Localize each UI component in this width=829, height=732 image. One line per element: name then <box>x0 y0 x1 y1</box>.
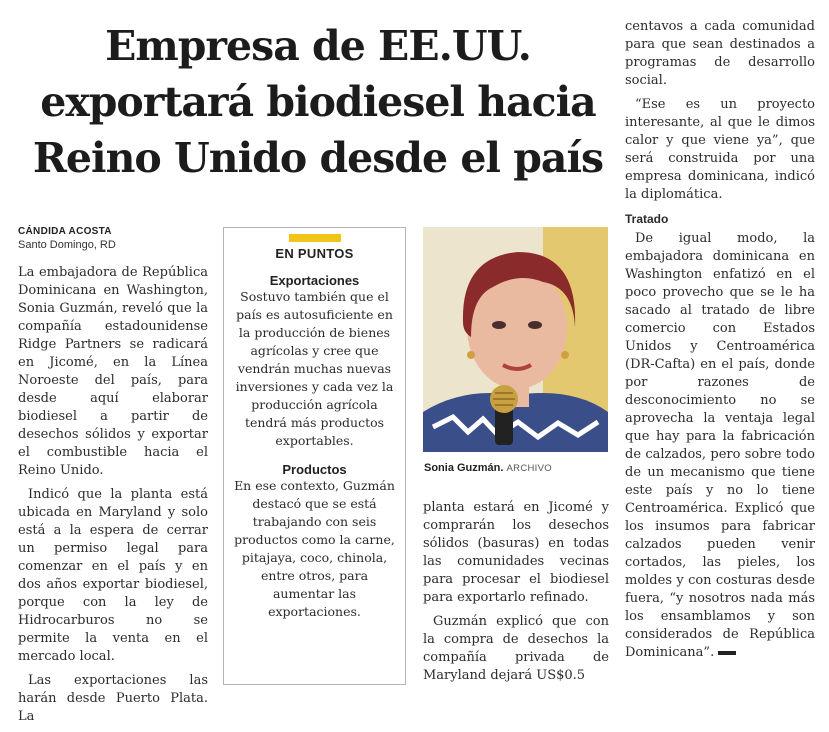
column-3 <box>423 499 609 691</box>
headline <box>18 18 618 186</box>
box-text-products: En ese contexto, Guzmán destacó que se está trabajando con seis productos como la carne, pitajaya, coco, chinola, entre otros, para aumentar las exportaciones. <box>234 478 395 619</box>
portrait-illustration <box>423 227 608 452</box>
box-subheading-exports: Exportaciones <box>269 273 360 288</box>
paragraph: La embajadora de República Dominicana en Washington, Sonia Guzmán, reveló que la compañía estadounidense Ridge Partners se radicará en Jicomé, en la Línea Noroeste del país, para desde aquí elaborar biodiesel a partir de desechos sólidos y exportar el combustible hacia el Reino Unido. <box>18 265 208 478</box>
headline-line-1: Empresa de EE.UU. <box>105 22 531 70</box>
headline-line-2: exportará biodiesel hacia <box>40 78 596 126</box>
paragraph-text: De igual modo, la embajadora dominicana en Washington enfatizó en el poco provecho que se le ha sacado al tratado de libre comercio con Estados Unidos y Centroamérica (DR-Cafta) en el país, donde por razones de desconocimiento no se aprovecha la ventaja legal que hay para la fabricación de calzados, pero sobre todo de un mecanismo que tiene este país y no lo tiene Centroamérica. Explicó que los insumos para fabricar calzados pueden venir cortados, las pieles, los moldes y con costuras desde fuera, “y nosotros nada más los ensamblamos y son considerados de República Dominicana”. <box>625 231 815 660</box>
paragraph: Indicó que la planta está ubicada en Maryland y solo está a la espera de cerrar un permiso legal para comenzar en el país y en dos años exportar biodiesel, porque con la ley de Hidrocarburos no se permite la venta en el mercado local. <box>18 487 208 664</box>
paragraph: centavos a cada comunidad para que sean destinados a programas de desarrollo social. <box>625 19 815 88</box>
author-name: CÁNDIDA ACOSTA <box>18 226 112 237</box>
paragraph: “Ese es un proyecto interesante, al que le dimos calor y que viene ya”, que será construida por una empresa dominicana, indicó la diplomática. <box>625 97 815 202</box>
byline <box>18 226 116 251</box>
paragraph <box>625 230 815 662</box>
box-text-exports: Sostuvo también que el país es autosuficiente en la producción de bienes agrícolas y cree que vendrán muchas nuevas inversiones y cada vez la producción agrícola tendrá más productos exportables. <box>235 289 394 448</box>
key-points-box <box>223 227 406 685</box>
paragraph: Guzmán explicó que con la compra de desechos la compañía privada de Maryland dejará US$0.5 <box>423 614 609 683</box>
box-subheading-products: Productos <box>282 462 347 477</box>
column-4 <box>625 18 815 668</box>
paragraph: planta estará en Jicomé y comprarán los desechos sólidos (basuras) en todas las comunidades vecinas para procesar el biodiesel para exportarlo refinado. <box>423 500 609 605</box>
accent-bar <box>289 234 341 242</box>
photo-caption <box>424 462 552 474</box>
paragraph: Las exportaciones las harán desde Puerto Plata. La <box>18 673 208 724</box>
box-title: EN PUNTOS <box>275 246 354 261</box>
portrait-photo <box>423 227 608 452</box>
dateline: Santo Domingo, RD <box>18 239 116 251</box>
end-mark <box>718 651 736 655</box>
section-heading: Tratado <box>625 212 669 226</box>
caption-name: Sonia Guzmán. <box>424 462 504 474</box>
caption-source: ARCHIVO <box>506 463 552 474</box>
headline-line-3: Reino Unido desde el país <box>32 134 604 182</box>
column-1 <box>18 264 208 732</box>
